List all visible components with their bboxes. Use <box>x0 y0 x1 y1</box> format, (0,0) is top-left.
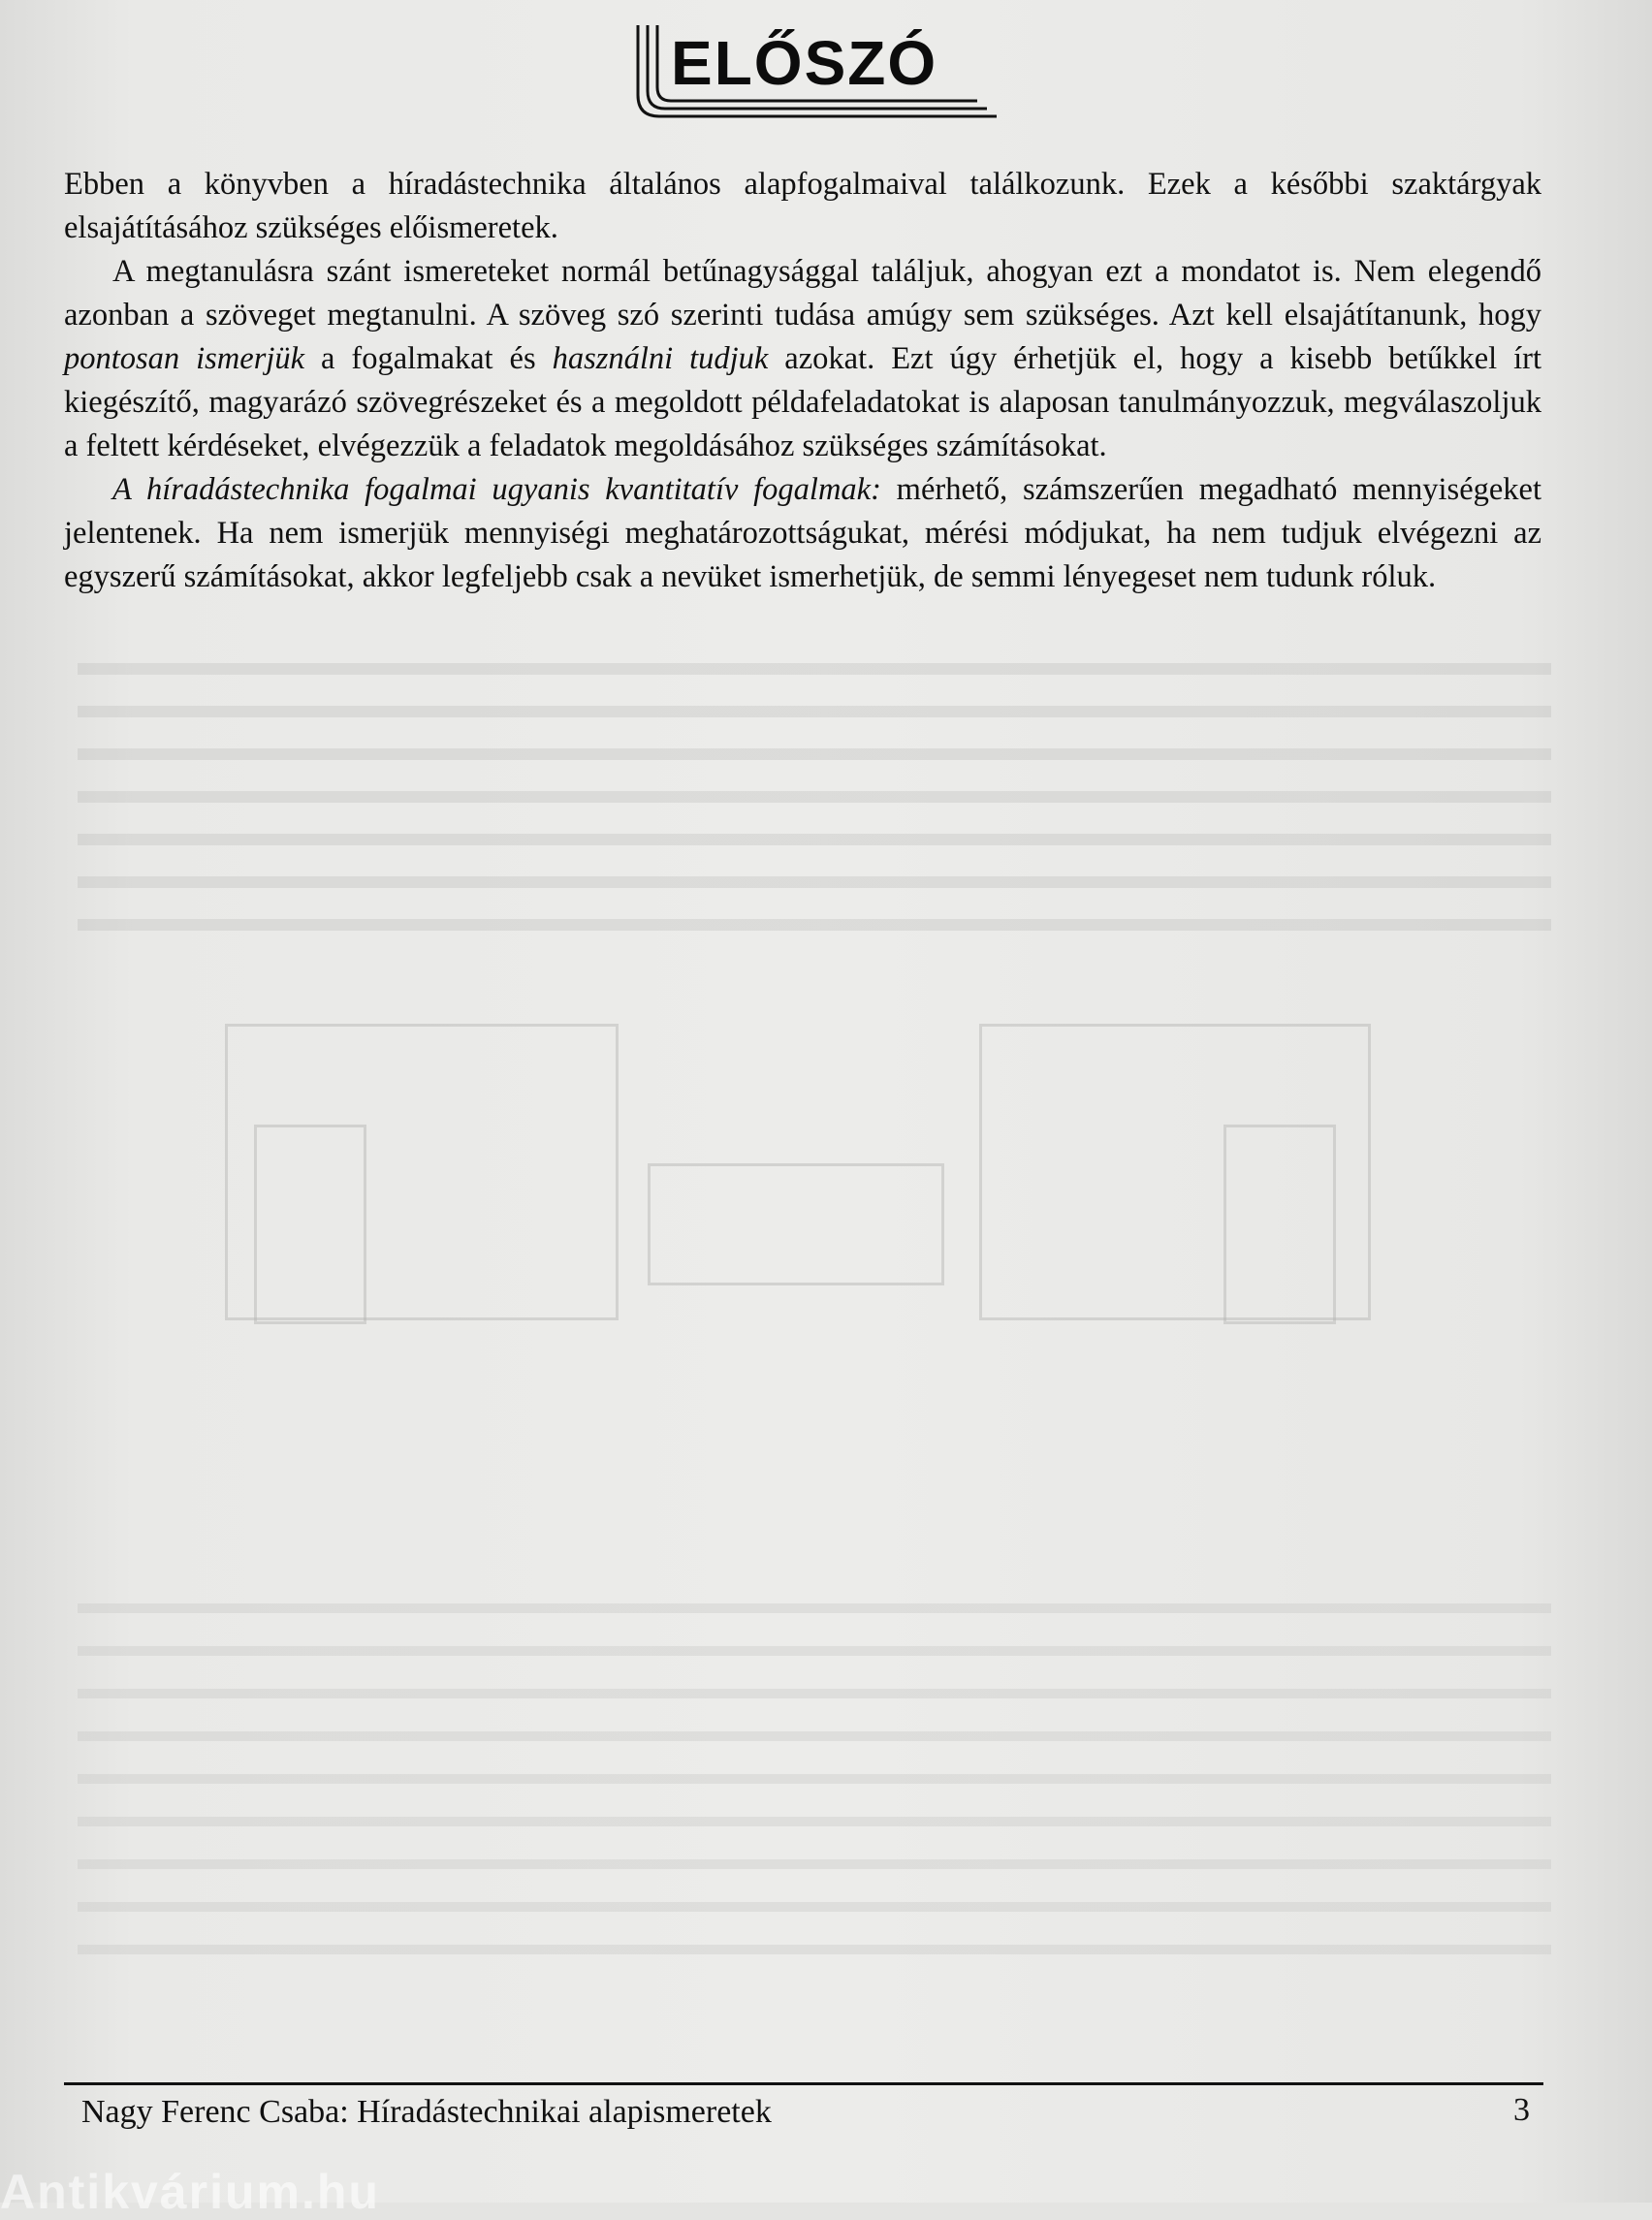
watermark-text: Antikvárium.hu <box>0 2165 380 2219</box>
preface-body <box>64 163 1541 599</box>
bleed-through-box <box>648 1163 944 1285</box>
emphasis: pontosan ismerjük <box>64 341 305 376</box>
bleed-through-box <box>1223 1125 1336 1324</box>
emphasis: használni tudjuk <box>552 341 769 376</box>
paragraph <box>64 468 1541 599</box>
page-number: 3 <box>1513 2092 1530 2128</box>
footer-author-title: Nagy Ferenc Csaba: Híradástechnikai alapismeretek <box>81 2094 772 2130</box>
footer-divider <box>64 2082 1543 2085</box>
paragraph-text: Ebben a könyvben a híradástechnika általános alapfogalmaival találkozunk. Ezek a későbbi szaktárgyak elsajátításához szükséges előismeretek. <box>64 167 1541 245</box>
emphasis: A híradástechnika fogalmai ugyanis kvantitatív fogalmak: <box>112 472 881 507</box>
paragraph-text: azokat. Ezt úgy érhetjük el, hogy a kisebb betűkkel írt kiegészítő, magyarázó szövegrészeket és a megoldott példafeladatokat is alaposan tanulmányozzuk, megválaszoljuk a feltett kérdéseket, elvégezzük a feladatok megoldásához szükséges számításokat. <box>64 341 1541 463</box>
paragraph-text: A megtanulásra szánt ismereteket normál betűnagysággal találjuk, ahogyan ezt a mondatot is. Nem elegendő azonban a szöveget megtanulni. A szöveg szó szerinti tudása amúgy sem szükséges. Azt kell elsajátítanunk, hogy <box>64 254 1541 333</box>
paragraph-text: mérhető, számszerűen megadható mennyiségeket jelentenek. Ha nem ismerjük mennyiségi meghatározottságukat, mérési módjukat, ha nem tudjuk elvégezni az egyszerű számításokat, akkor legfeljebb csak a nevüket ismerhetjük, de semmi lényegeset nem tudunk róluk. <box>64 472 1541 594</box>
paragraph-text: a fogalmakat és <box>304 341 553 376</box>
bleed-through-text <box>78 650 1551 940</box>
paragraph <box>64 163 1541 250</box>
bleed-through-box <box>254 1125 366 1324</box>
chapter-title: ELŐSZÓ <box>671 28 938 98</box>
chapter-title-block <box>628 17 1055 124</box>
bleed-through-text <box>78 1590 1551 1958</box>
paragraph <box>64 250 1541 468</box>
